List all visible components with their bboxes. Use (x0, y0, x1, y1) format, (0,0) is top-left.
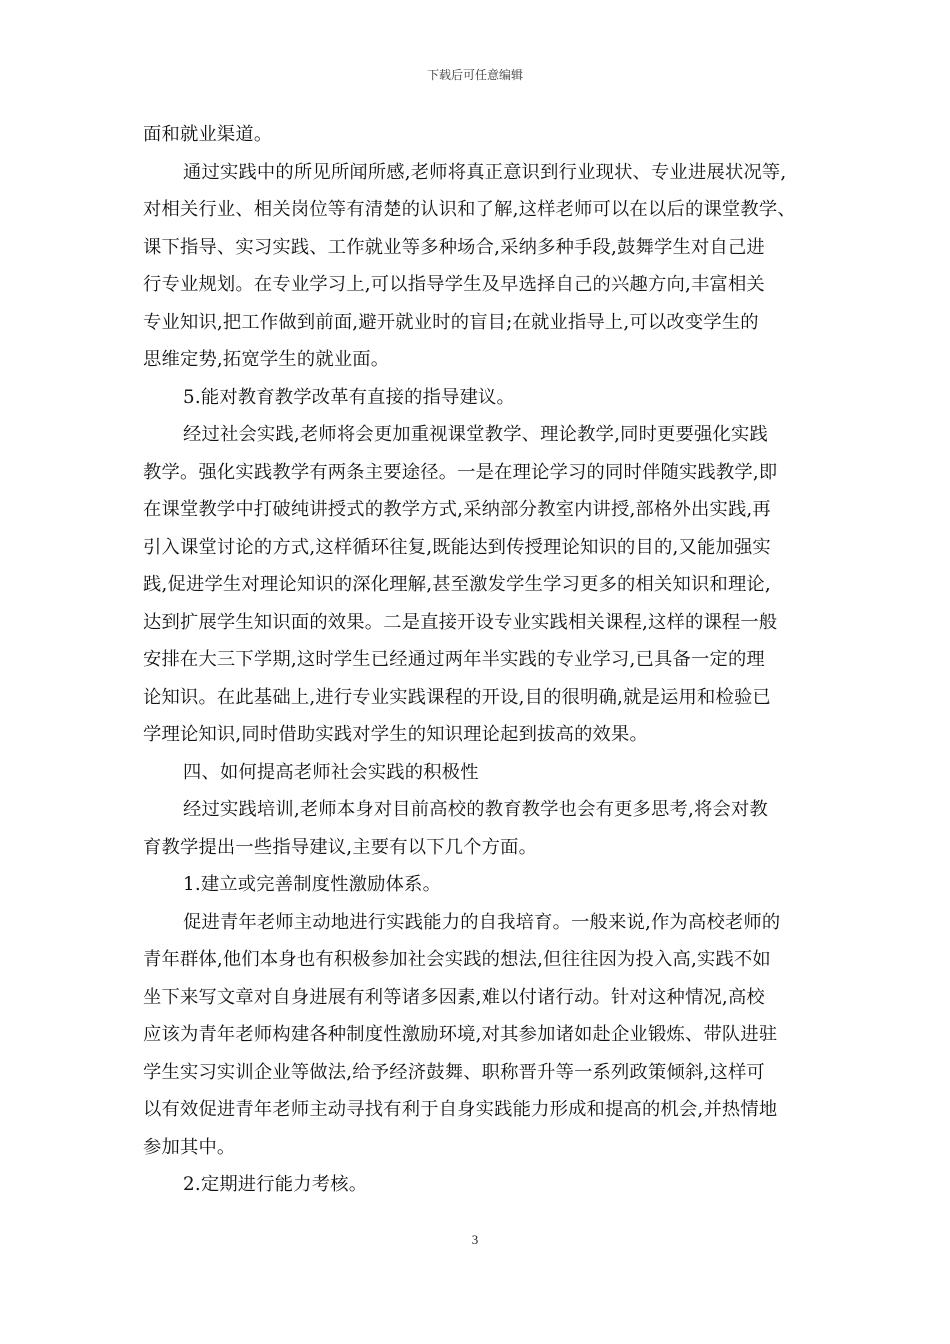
page-number: 3 (471, 1232, 479, 1247)
text-line: 行专业规划。在专业学习上,可以指导学生及早选择自己的兴趣方向,丰富相关 (143, 274, 765, 295)
text-line: 学生实习实训企业等做法,给予经济鼓舞、职称晋升等一系列政策倾斜,这样可 (143, 1061, 765, 1083)
text-line: 1.建立或完善制度性激励体系。 (183, 874, 442, 895)
text-line: 达到扩展学生知识面的效果。二是直接开设专业实践相关课程,这样的课程一般 (143, 611, 778, 633)
text-line: 课下指导、实习实践、工作就业等多种场合,采纳多种手段,鼓舞学生对自己进 (143, 236, 765, 258)
text-line: 践,促进学生对理论知识的深化理解,甚至激发学生学习更多的相关知识和理论, (143, 574, 771, 595)
text-line: 四、如何提高老师社会实践的积极性 (183, 761, 479, 783)
text-line: 专业知识,把工作做到前面,避开就业时的盲目;在就业指导上,可以改变学生的 (143, 311, 759, 333)
text-line: 在课堂教学中打破纯讲授式的教学方式,采纳部分教室内讲授,部格外出实践,再 (143, 499, 771, 520)
text-line: 经过实践培训,老师本身对目前高校的教育教学也会有更多思考,将会对教 (183, 799, 768, 820)
text-line: 促进青年老师主动地进行实践能力的自我培育。一般来说,作为高校老师的 (183, 911, 781, 933)
text-line: 以有效促进青年老师主动寻找有利于自身实践能力形成和提高的机会,并热情地 (143, 1099, 778, 1120)
text-line: 引入课堂讨论的方式,这样循环往复,既能达到传授理论知识的目的,又能加强实 (143, 536, 771, 558)
text-line: 学理论知识,同时借助实践对学生的知识理论起到拔高的效果。 (143, 724, 649, 745)
text-line: 2.定期进行能力考核。 (183, 1174, 368, 1195)
text-line: 思维定势,拓宽学生的就业面。 (143, 349, 390, 370)
text-line: 育教学提出一些指导建议,主要有以下几个方面。 (143, 836, 538, 858)
text-line: 论知识。在此基础上,进行专业实践课程的开设,目的很明确,就是运用和检验已 (143, 686, 771, 708)
document-body (143, 116, 809, 1204)
text-line: 经过社会实践,老师将会更加重视课堂教学、理论教学,同时更要强化实践 (183, 424, 768, 445)
page-header: 下载后可任意编辑 (426, 68, 523, 82)
text-line: 教学。强化实践教学有两条主要途径。一是在理论学习的同时伴随实践教学,即 (143, 461, 778, 483)
text-line: 5.能对教育教学改革有直接的指导建议。 (183, 386, 516, 408)
text-line: 安排在大三下学期,这时学生已经通过两年半实践的专业学习,已具备一定的理 (143, 649, 765, 670)
text-line: 面和就业渠道。 (143, 124, 273, 145)
text-line: 对相关行业、相关岗位等有清楚的认识和了解,这样老师可以在以后的课堂教学、 (143, 199, 796, 220)
text-line: 参加其中。 (143, 1136, 236, 1158)
text-line: 青年群体,他们本身也有积极参加社会实践的想法,但往往因为投入高,实践不如 (143, 949, 771, 970)
text-line: 应该为青年老师构建各种制度性激励环境,对其参加诸如赴企业锻炼、带队进驻 (143, 1024, 778, 1045)
text-line: 通过实践中的所见所闻所感,老师将真正意识到行业现状、专业进展状况等, (183, 161, 787, 183)
text-line: 坐下来写文章对自身进展有利等诸多因素,难以付诸行动。针对这种情况,高校 (143, 986, 765, 1008)
